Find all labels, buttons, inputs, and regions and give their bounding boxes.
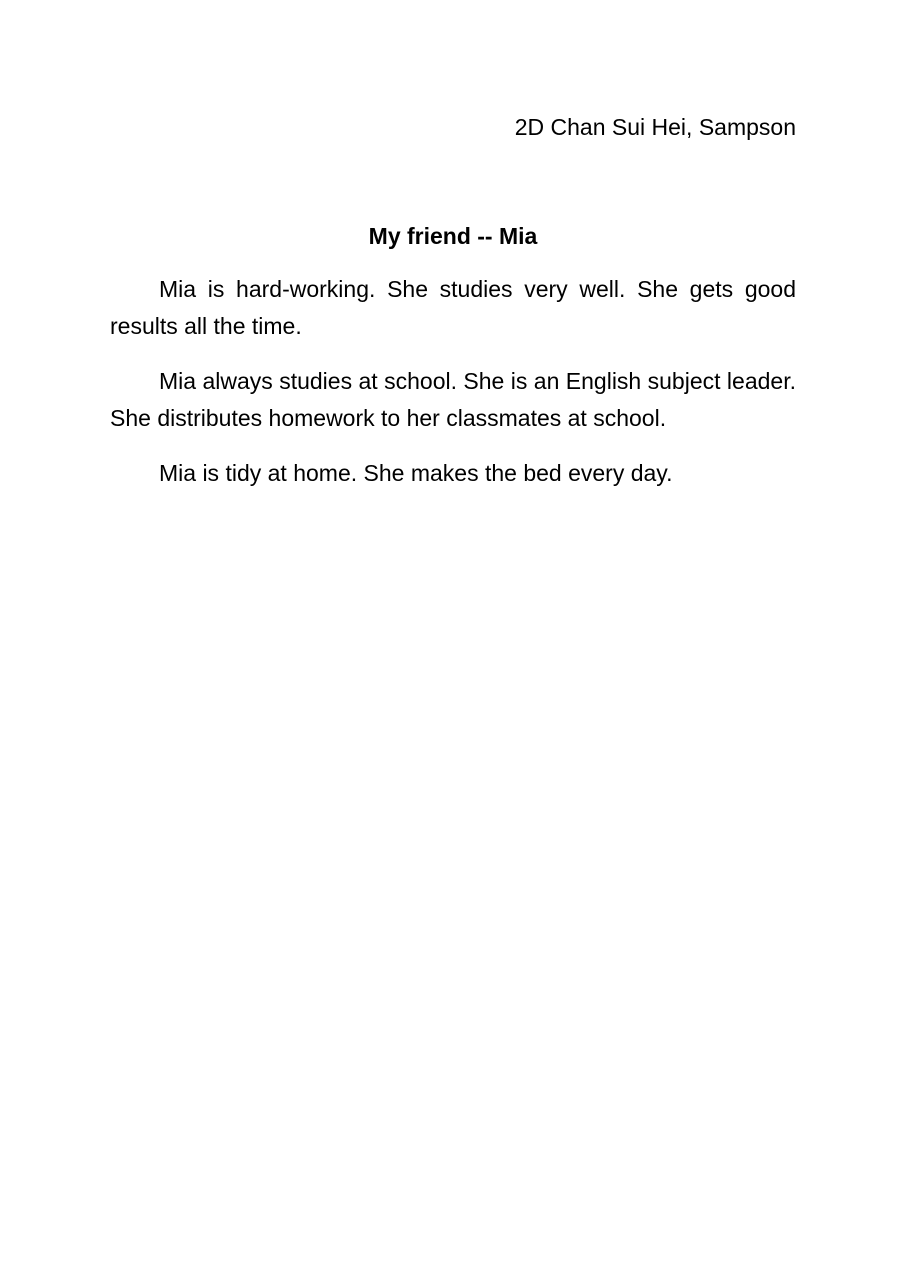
paragraph-3: Mia is tidy at home. She makes the bed every day. — [159, 460, 673, 486]
paragraph-2: Mia always studies at school. She is an English subject leader. She distributes homework to her classmates at school. — [110, 368, 796, 431]
essay-title: My friend -- Mia — [368, 223, 538, 249]
paragraph-1: Mia is hard-working. She studies very well. She gets good results all the time. — [110, 276, 796, 339]
document-body — [110, 110, 796, 492]
author-line: 2D Chan Sui Hei, Sampson — [514, 114, 796, 140]
